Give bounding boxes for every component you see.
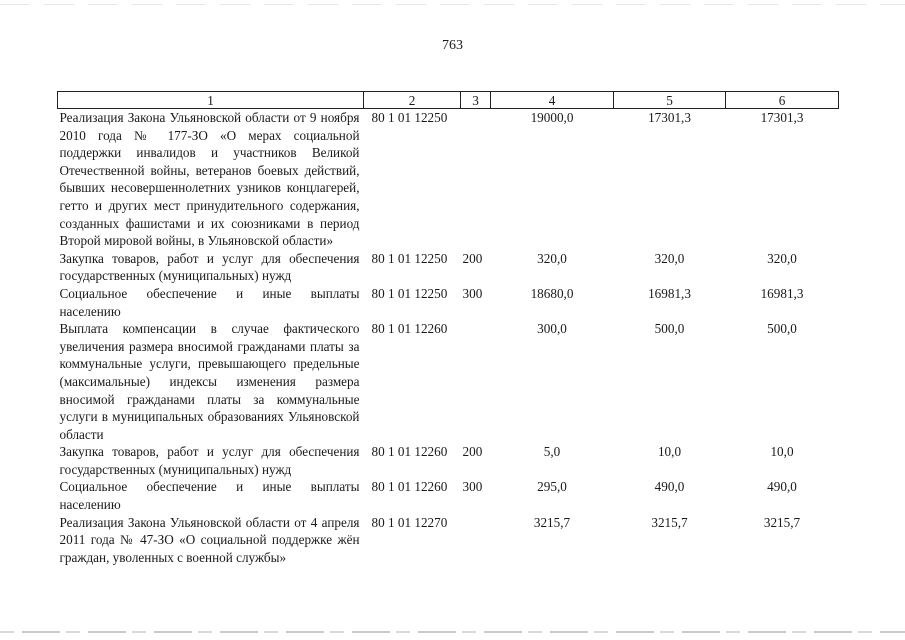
row-value-col5: 3215,7 [651,514,688,530]
row-value-col5: 490,0 [654,479,685,495]
row-code: 80 1 01 12260 [371,444,448,460]
row-code: 80 1 01 12250 [371,285,448,301]
row-value-col5: 320,0 [654,250,685,266]
row-value-col4: 18680,0 [530,285,574,301]
table-header [58,92,839,109]
row-value-col6: 320,0 [767,250,797,266]
row-code: 80 1 01 12250 [371,110,448,125]
table-row [58,478,839,513]
row-name: Социальное обеспечение и иные выплаты населению [59,285,360,319]
table-row [58,250,839,285]
row-expense-type: 200 [462,444,483,460]
header-col-3: 3 [461,92,491,109]
header-col-4: 4 [491,92,614,109]
header-col-1: 1 [58,92,364,109]
header-col-5: 5 [614,92,726,109]
row-name: Закупка товаров, работ и услуг для обеспечения государственных (муниципальных) нужд [59,250,360,284]
row-value-col5: 10,0 [657,444,682,460]
row-code: 80 1 01 12260 [371,479,448,495]
row-name: Социальное обеспечение и иные выплаты населению [59,479,360,513]
row-code: 80 1 01 12250 [371,250,448,266]
row-name: Закупка товаров, работ и услуг для обеспечения государственных (муниципальных) нужд [59,444,360,477]
row-value-col6: 17301,3 [760,110,804,125]
table-row [58,443,839,478]
header-col-6: 6 [726,92,839,109]
table-row [58,514,839,567]
header-col-2: 2 [364,92,461,109]
row-expense-type [461,514,491,567]
row-value-col4: 320,0 [537,250,567,266]
row-value-col4: 3215,7 [533,514,571,530]
table-row [58,320,839,443]
row-value-col4: 5,0 [543,444,561,460]
page-number: 763 [442,38,463,53]
row-expense-type: 200 [462,250,483,266]
header-row [58,92,839,109]
row-name: Реализация Закона Ульяновской области от 9 ноября 2010 года № 177-ЗО «О мерах социальной поддержки инвалидов и участников Великой Отечественной войны, ветеранов боевых действий, бывших несовершеннолетних узников концлагерей, гетто и других мест принудительного содержания, созданных фашистами и их союзниками в период Второй мировой войны, в Ульяновской области» [59,110,360,249]
row-name: Выплата компенсации в случае фактического увеличения размера вносимой гражданами платы за коммунальные услуги, превышающего предельные (максимальные) индексы изменения размера вносимой гражданами платы за коммунальные услуги в муниципальных образованиях Ульяновской области [59,321,360,442]
row-value-col6: 3215,7 [763,514,801,530]
row-value-col4: 295,0 [537,479,567,495]
row-code: 80 1 01 12260 [371,321,448,337]
table-row [58,109,839,250]
row-expense-type [461,320,491,443]
row-value-col6: 16981,3 [760,285,804,301]
row-code: 80 1 01 12270 [371,514,448,530]
scan-artifact-bottom [0,631,905,633]
row-value-col6: 490,0 [767,479,797,495]
row-value-col5: 16981,3 [648,285,691,301]
budget-table [57,91,839,566]
scan-artifact-top [0,4,905,5]
row-value-col4: 19000,0 [530,110,574,125]
row-expense-type: 300 [462,285,483,301]
row-value-col5: 500,0 [654,321,685,337]
row-value-col4: 300,0 [537,321,567,337]
row-value-col5: 17301,3 [648,110,691,125]
row-expense-type: 300 [462,479,483,495]
row-value-col6: 10,0 [770,444,794,460]
row-value-col6: 500,0 [767,321,797,337]
table-row [58,285,839,320]
row-expense-type [461,109,491,250]
table-body [58,109,839,567]
row-name: Реализация Закона Ульяновской области от 4 апреля 2011 года № 47-ЗО «О социальной поддержке жён граждан, уволенных с военной службы» [59,514,360,565]
